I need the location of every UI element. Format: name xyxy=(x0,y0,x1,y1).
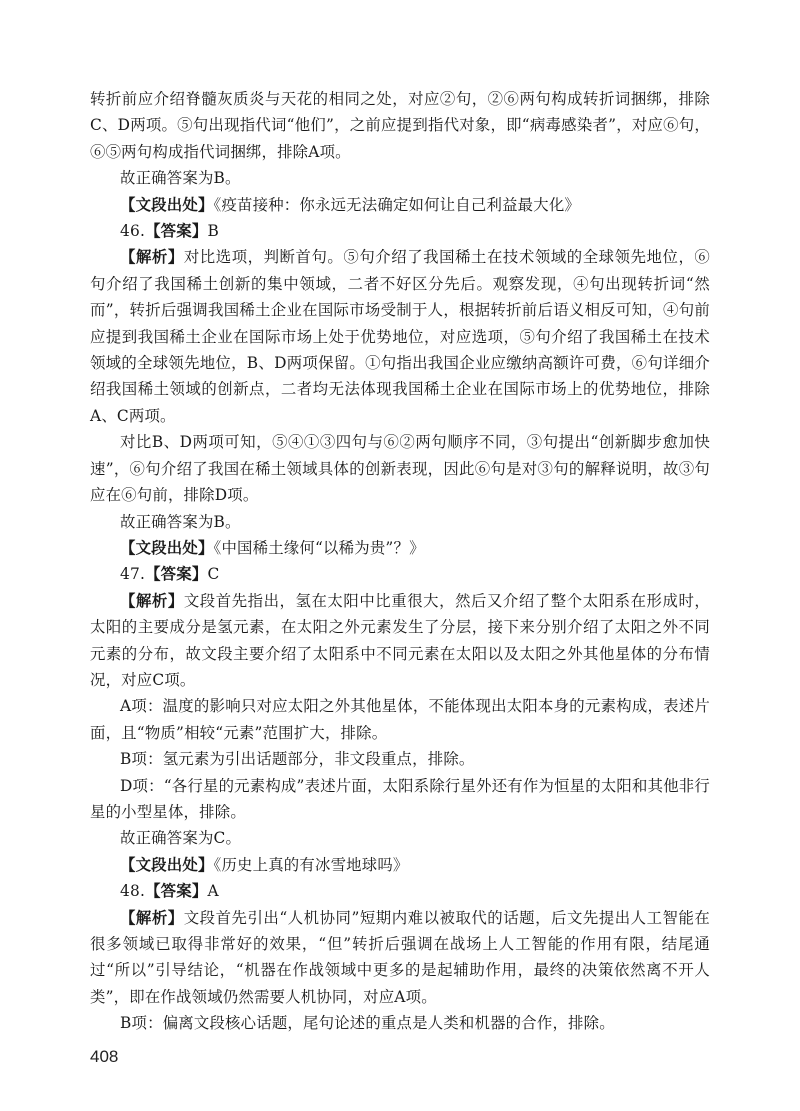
answer-value: C xyxy=(207,565,220,584)
analysis-paragraph xyxy=(90,244,710,429)
answer-label: 【答案】 xyxy=(145,222,208,241)
source-label: 【文段出处】 xyxy=(120,538,214,557)
analysis-label: 【解析】 xyxy=(120,248,184,267)
answer-value: A xyxy=(207,882,219,901)
question-number: 46. xyxy=(120,222,146,241)
source-line xyxy=(90,852,710,878)
analysis-text: 文段首先引出“人机协同”短期内难以被取代的话题，后文先提出人工智能在很多领域已取得非常好的效果，“但”转折后强调在战场上人工智能的作用有限，结尾通过“所以”引导结论，“机器在作战领域中更多的是起辅助作用，最终的决策依然离不开人类”，即在作战领域仍然需要人机协同，对应A项。 xyxy=(90,908,710,1006)
question-47-header xyxy=(90,561,710,587)
answer-line: 故正确答案为B。 xyxy=(120,512,241,531)
analysis-text: 文段首先指出，氢在太阳中比重很大，然后又介绍了整个太阳系在形成时，太阳的主要成分是氢元素，在太阳之外元素发生了分层，接下来分别介绍了太阳之外不同元素的分布，故文段主要介绍了太阳系中不同元素在太阳以及太阳之外其他星体的分布情况，对应C项。 xyxy=(90,591,710,689)
option-explanation: B项：氢元素为引出话题部分，非文段重点，排除。 xyxy=(120,750,475,769)
page-content xyxy=(90,86,710,1037)
source-title: 《疫苗接种：你永远无法确定如何让自己利益最大化》 xyxy=(213,195,581,214)
source-line xyxy=(90,192,710,218)
analysis-label: 【解析】 xyxy=(120,908,184,927)
paragraph: 对比B、D两项可知，⑤④①③四句与⑥②两句顺序不同，③句提出“创新脚步愈加快速”，⑥句介绍了我国在稀土领域具体的创新表现，因此⑥句是对③句的解释说明，故③句应在⑥句前，排除D项。 xyxy=(90,433,710,505)
question-number: 48. xyxy=(120,882,146,901)
option-explanation: D项：“各行星的元素构成”表述片面，太阳系除行星外还有作为恒星的太阳和其他非行星的小型星体，排除。 xyxy=(90,776,710,821)
question-46-header xyxy=(90,218,710,244)
question-number: 47. xyxy=(120,565,146,584)
option-explanation: B项：偏离文段核心话题，尾句论述的重点是人类和机器的合作，排除。 xyxy=(120,1014,615,1033)
source-line xyxy=(90,535,710,561)
answer-line: 故正确答案为C。 xyxy=(120,829,242,848)
question-48-header xyxy=(90,878,710,904)
answer-line: 故正确答案为B。 xyxy=(120,169,241,188)
page-number: 408 xyxy=(90,1047,119,1066)
answer-value: B xyxy=(207,222,219,241)
paragraph: 转折前应介绍脊髓灰质炎与天花的相同之处，对应②句，②⑥两句构成转折词捆绑，排除C、D两项。⑤句出现指代词“他们”，之前应提到指代对象，即“病毒感染者”，对应⑥句，⑥⑤两句构成指代词捆绑，排除A项。 xyxy=(90,90,710,161)
answer-label: 【答案】 xyxy=(145,565,208,584)
analysis-paragraph xyxy=(90,905,710,1011)
analysis-paragraph xyxy=(90,588,710,694)
source-label: 【文段出处】 xyxy=(120,195,214,214)
source-title: 《中国稀土缘何“以稀为贵”？》 xyxy=(213,538,425,557)
answer-label: 【答案】 xyxy=(145,882,208,901)
analysis-label: 【解析】 xyxy=(120,591,184,610)
option-explanation: A项：温度的影响只对应太阳之外其他星体，不能体现出太阳本身的元素构成，表述片面，且“物质”相较“元素”范围扩大，排除。 xyxy=(90,697,710,742)
source-label: 【文段出处】 xyxy=(120,855,214,874)
source-title: 《历史上真的有冰雪地球吗》 xyxy=(213,855,409,874)
analysis-text: 对比选项，判断首句。⑤句介绍了我国稀土在技术领域的全球领先地位，⑥句介绍了我国稀土创新的集中领域，二者不好区分先后。观察发现，④句出现转折词“然而”，转折后强调我国稀土企业在国际市场受制于人，根据转折前后语义相反可知，④句前应提到我国稀土企业在国际市场上处于优势地位，对应选项，⑤句介绍了我国稀土在技术领域的全球领先地位，B、D两项保留。①句指出我国企业应缴纳高额许可费，⑥句详细介绍我国稀土领域的创新点，二者均无法体现我国稀土企业在国际市场上的优势地位，排除A、C两项。 xyxy=(90,248,710,425)
